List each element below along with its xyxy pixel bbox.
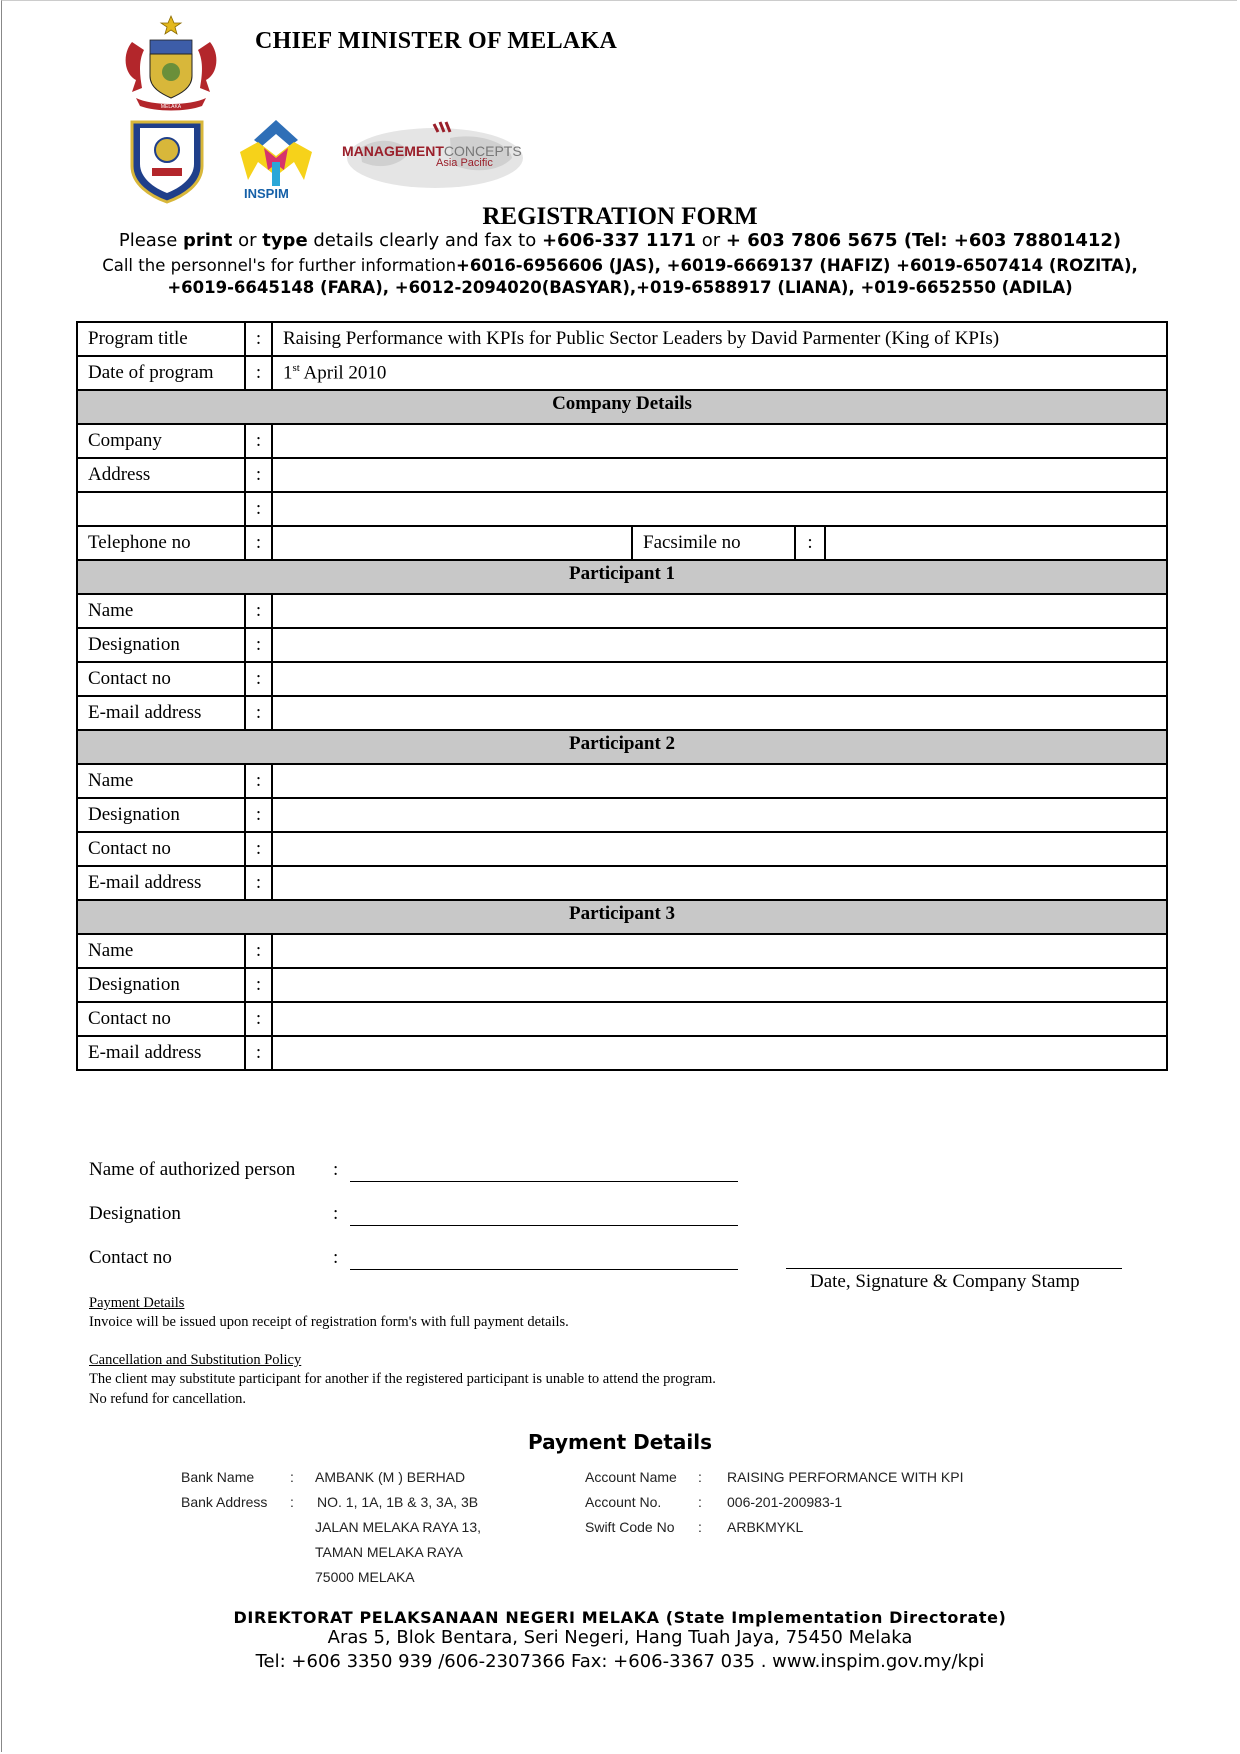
- bank-name-value: AMBANK (M ) BERHAD: [315, 1469, 466, 1485]
- cancellation-text-1: The client may substitute participant for another if the registered participant is unable to attend the program.: [89, 1371, 716, 1387]
- swift-code-label: Swift Code No: [585, 1519, 675, 1535]
- footer-directorate: DIREKTORAT PELAKSANAAN NEGERI MELAKA (State Implementation Directorate): [233, 1608, 1007, 1627]
- address-field-2[interactable]: [272, 492, 1167, 526]
- date-day: 1: [283, 362, 293, 384]
- colon: :: [290, 1494, 294, 1510]
- colon: :: [245, 1036, 272, 1070]
- colon: :: [245, 458, 272, 492]
- address-label: Address: [77, 458, 245, 492]
- date-label: Date of program: [77, 356, 245, 390]
- address-label-empty: [77, 492, 245, 526]
- account-name-label: Account Name: [585, 1469, 677, 1485]
- authorized-contact-label: Contact no: [89, 1247, 172, 1268]
- instr-text: Call the personnel's for further information: [102, 256, 457, 275]
- colon: :: [245, 832, 272, 866]
- payment-details-heading: Payment Details: [89, 1295, 185, 1311]
- participant-2-contact-field[interactable]: [272, 832, 1167, 866]
- cancellation-policy-heading: Cancellation and Substitution Policy: [89, 1352, 302, 1368]
- colon: :: [333, 1247, 339, 1268]
- authorized-designation-line[interactable]: [350, 1225, 738, 1226]
- signature-label: Date, Signature & Company Stamp: [810, 1271, 1080, 1292]
- colon: :: [245, 1002, 272, 1036]
- registration-table: [76, 321, 1168, 1071]
- bank-address-line-4: 75000 MELAKA: [315, 1569, 415, 1585]
- instr-print: print: [183, 230, 233, 251]
- program-title-label: Program title: [77, 322, 245, 356]
- account-no-value: 006-201-200983-1: [727, 1494, 843, 1510]
- colon: :: [245, 866, 272, 900]
- designation-label: Designation: [77, 798, 245, 832]
- footer-contact: Tel: +606 3350 939 /606-2307366 Fax: +606-3367 035 . www.inspim.gov.my/kpi: [255, 1651, 985, 1672]
- participant-1-name-field[interactable]: [272, 594, 1167, 628]
- participant-title: Participant 1: [77, 560, 1167, 594]
- participant-1-contact-row: [77, 662, 1167, 696]
- address-row-2: [77, 492, 1167, 526]
- bank-address-label: Bank Address: [181, 1494, 268, 1510]
- participant-1-email-field[interactable]: [272, 696, 1167, 730]
- colon: :: [245, 322, 272, 356]
- date-rest: April 2010: [299, 362, 387, 384]
- participant-2-email-field[interactable]: [272, 866, 1167, 900]
- melaka-coat-of-arms-logo: [112, 14, 230, 114]
- email-label: E-mail address: [77, 696, 245, 730]
- participant-2-name-row: [77, 764, 1167, 798]
- participant-title: Participant 3: [77, 900, 1167, 934]
- designation-label: Designation: [77, 628, 245, 662]
- company-field[interactable]: [272, 424, 1167, 458]
- bank-address-line-2: JALAN MELAKA RAYA 13,: [315, 1519, 482, 1535]
- instruction-line-2: [0, 256, 1240, 275]
- participant-2-header: [77, 730, 1167, 764]
- instr-text: or: [696, 230, 726, 251]
- instr-fax1: +606-337 1171: [541, 230, 697, 251]
- instr-text: details clearly and fax to: [307, 230, 542, 251]
- mc-name-bold: MANAGEMENT: [342, 143, 444, 159]
- instruction-line-3: +6019-6645148 (FARA), +6012-2094020(BASYAR),+019-6588917 (LIANA), +019-6652550 (ADILA): [167, 278, 1073, 297]
- participant-3-designation-row: [77, 968, 1167, 1002]
- program-title-value: Raising Performance with KPIs for Public Sector Leaders by David Parmenter (King of KPIs): [272, 322, 1167, 356]
- participant-2-designation-row: [77, 798, 1167, 832]
- participant-2-name-field[interactable]: [272, 764, 1167, 798]
- name-label: Name: [77, 934, 245, 968]
- instruction-line-1: [0, 230, 1240, 251]
- account-no-label: Account No.: [585, 1494, 662, 1510]
- colon: :: [245, 356, 272, 390]
- authorized-designation-label: Designation: [89, 1203, 181, 1224]
- email-label: E-mail address: [77, 866, 245, 900]
- participant-1-header: [77, 560, 1167, 594]
- participant-3-email-row: [77, 1036, 1167, 1070]
- payment-title: Payment Details: [527, 1430, 713, 1454]
- participant-1-designation-field[interactable]: [272, 628, 1167, 662]
- management-concepts-sub: Asia Pacific: [436, 157, 493, 169]
- contact-label: Contact no: [77, 662, 245, 696]
- management-concepts-name: [342, 143, 522, 159]
- participant-1-email-row: [77, 696, 1167, 730]
- colon: :: [245, 764, 272, 798]
- colon: :: [698, 1519, 702, 1535]
- participant-1-designation-row: [77, 628, 1167, 662]
- date-suffix: st: [292, 361, 300, 374]
- instr-text: or: [232, 230, 263, 251]
- colon: :: [245, 798, 272, 832]
- telephone-row: [77, 526, 1167, 560]
- contact-label: Contact no: [77, 1002, 245, 1036]
- crest-motto-text: MELAKA: [160, 104, 182, 110]
- university-shield-logo: [128, 118, 206, 204]
- participant-2-email-row: [77, 866, 1167, 900]
- instr-text: Please: [118, 230, 183, 251]
- form-title: REGISTRATION FORM: [482, 203, 758, 230]
- authorized-name-label: Name of authorized person: [89, 1159, 296, 1180]
- colon: :: [245, 628, 272, 662]
- inspim-label: INSPIM: [244, 186, 289, 201]
- participant-2-contact-row: [77, 832, 1167, 866]
- company-section-header: [77, 390, 1167, 424]
- instr-fax2: + 603 7806 5675 (Tel: +603 78801412): [725, 230, 1122, 251]
- bank-name-label: Bank Name: [181, 1469, 255, 1485]
- colon: :: [245, 662, 272, 696]
- facsimile-field[interactable]: [825, 526, 1167, 560]
- colon: :: [333, 1203, 339, 1224]
- participant-3-name-row: [77, 934, 1167, 968]
- address-row: [77, 458, 1167, 492]
- participant-title: Participant 2: [77, 730, 1167, 764]
- participant-3-name-field[interactable]: [272, 934, 1167, 968]
- company-row: [77, 424, 1167, 458]
- colon: :: [290, 1469, 294, 1485]
- participant-3-header: [77, 900, 1167, 934]
- name-label: Name: [77, 594, 245, 628]
- bank-address-line-3: TAMAN MELAKA RAYA: [315, 1544, 463, 1560]
- mc-name-light: CONCEPTS: [443, 143, 522, 159]
- name-label: Name: [77, 764, 245, 798]
- contact-label: Contact no: [77, 832, 245, 866]
- colon: :: [245, 424, 272, 458]
- bank-address-line-1: NO. 1, 1A, 1B & 3, 3A, 3B: [317, 1494, 479, 1510]
- program-title-row: [77, 322, 1167, 356]
- date-row: [77, 356, 1167, 390]
- colon: :: [795, 526, 825, 560]
- participant-3-email-field[interactable]: [272, 1036, 1167, 1070]
- account-name-value: RAISING PERFORMANCE WITH KPI: [727, 1469, 964, 1485]
- swift-code-value: ARBKMYKL: [727, 1519, 804, 1535]
- email-label: E-mail address: [77, 1036, 245, 1070]
- company-label: Company: [77, 424, 245, 458]
- colon: :: [245, 492, 272, 526]
- participant-1-name-row: [77, 594, 1167, 628]
- payment-details-text: Invoice will be issued upon receipt of registration form's with full payment details.: [89, 1314, 569, 1330]
- colon: :: [698, 1469, 702, 1485]
- designation-label: Designation: [77, 968, 245, 1002]
- participant-3-contact-field[interactable]: [272, 1002, 1167, 1036]
- telephone-field[interactable]: [272, 526, 632, 560]
- instr-type: type: [262, 230, 308, 251]
- company-section-title: Company Details: [77, 390, 1167, 424]
- inspim-logo: [236, 118, 316, 188]
- telephone-label: Telephone no: [77, 526, 245, 560]
- colon: :: [333, 1159, 339, 1180]
- colon: :: [245, 594, 272, 628]
- cancellation-text-2: No refund for cancellation.: [89, 1391, 247, 1407]
- colon: :: [245, 934, 272, 968]
- participant-3-contact-row: [77, 1002, 1167, 1036]
- date-value: [272, 356, 1167, 390]
- footer-address: Aras 5, Blok Bentara, Seri Negeri, Hang Tuah Jaya, 75450 Melaka: [327, 1627, 913, 1648]
- colon: :: [698, 1494, 702, 1510]
- authorized-contact-line[interactable]: [350, 1269, 738, 1270]
- colon: :: [245, 526, 272, 560]
- address-field[interactable]: [272, 458, 1167, 492]
- participant-2-designation-field[interactable]: [272, 798, 1167, 832]
- header-title: CHIEF MINISTER OF MELAKA: [255, 28, 618, 54]
- instr-phones: +6016-6956606 (JAS), +6019-6669137 (HAFIZ) +6019-6507414 (ROZITA),: [456, 256, 1138, 275]
- signature-line[interactable]: [786, 1268, 1122, 1269]
- participant-3-designation-field[interactable]: [272, 968, 1167, 1002]
- participant-1-contact-field[interactable]: [272, 662, 1167, 696]
- facsimile-label: Facsimile no: [632, 526, 795, 560]
- colon: :: [245, 968, 272, 1002]
- colon: :: [245, 696, 272, 730]
- authorized-name-line[interactable]: [350, 1181, 738, 1182]
